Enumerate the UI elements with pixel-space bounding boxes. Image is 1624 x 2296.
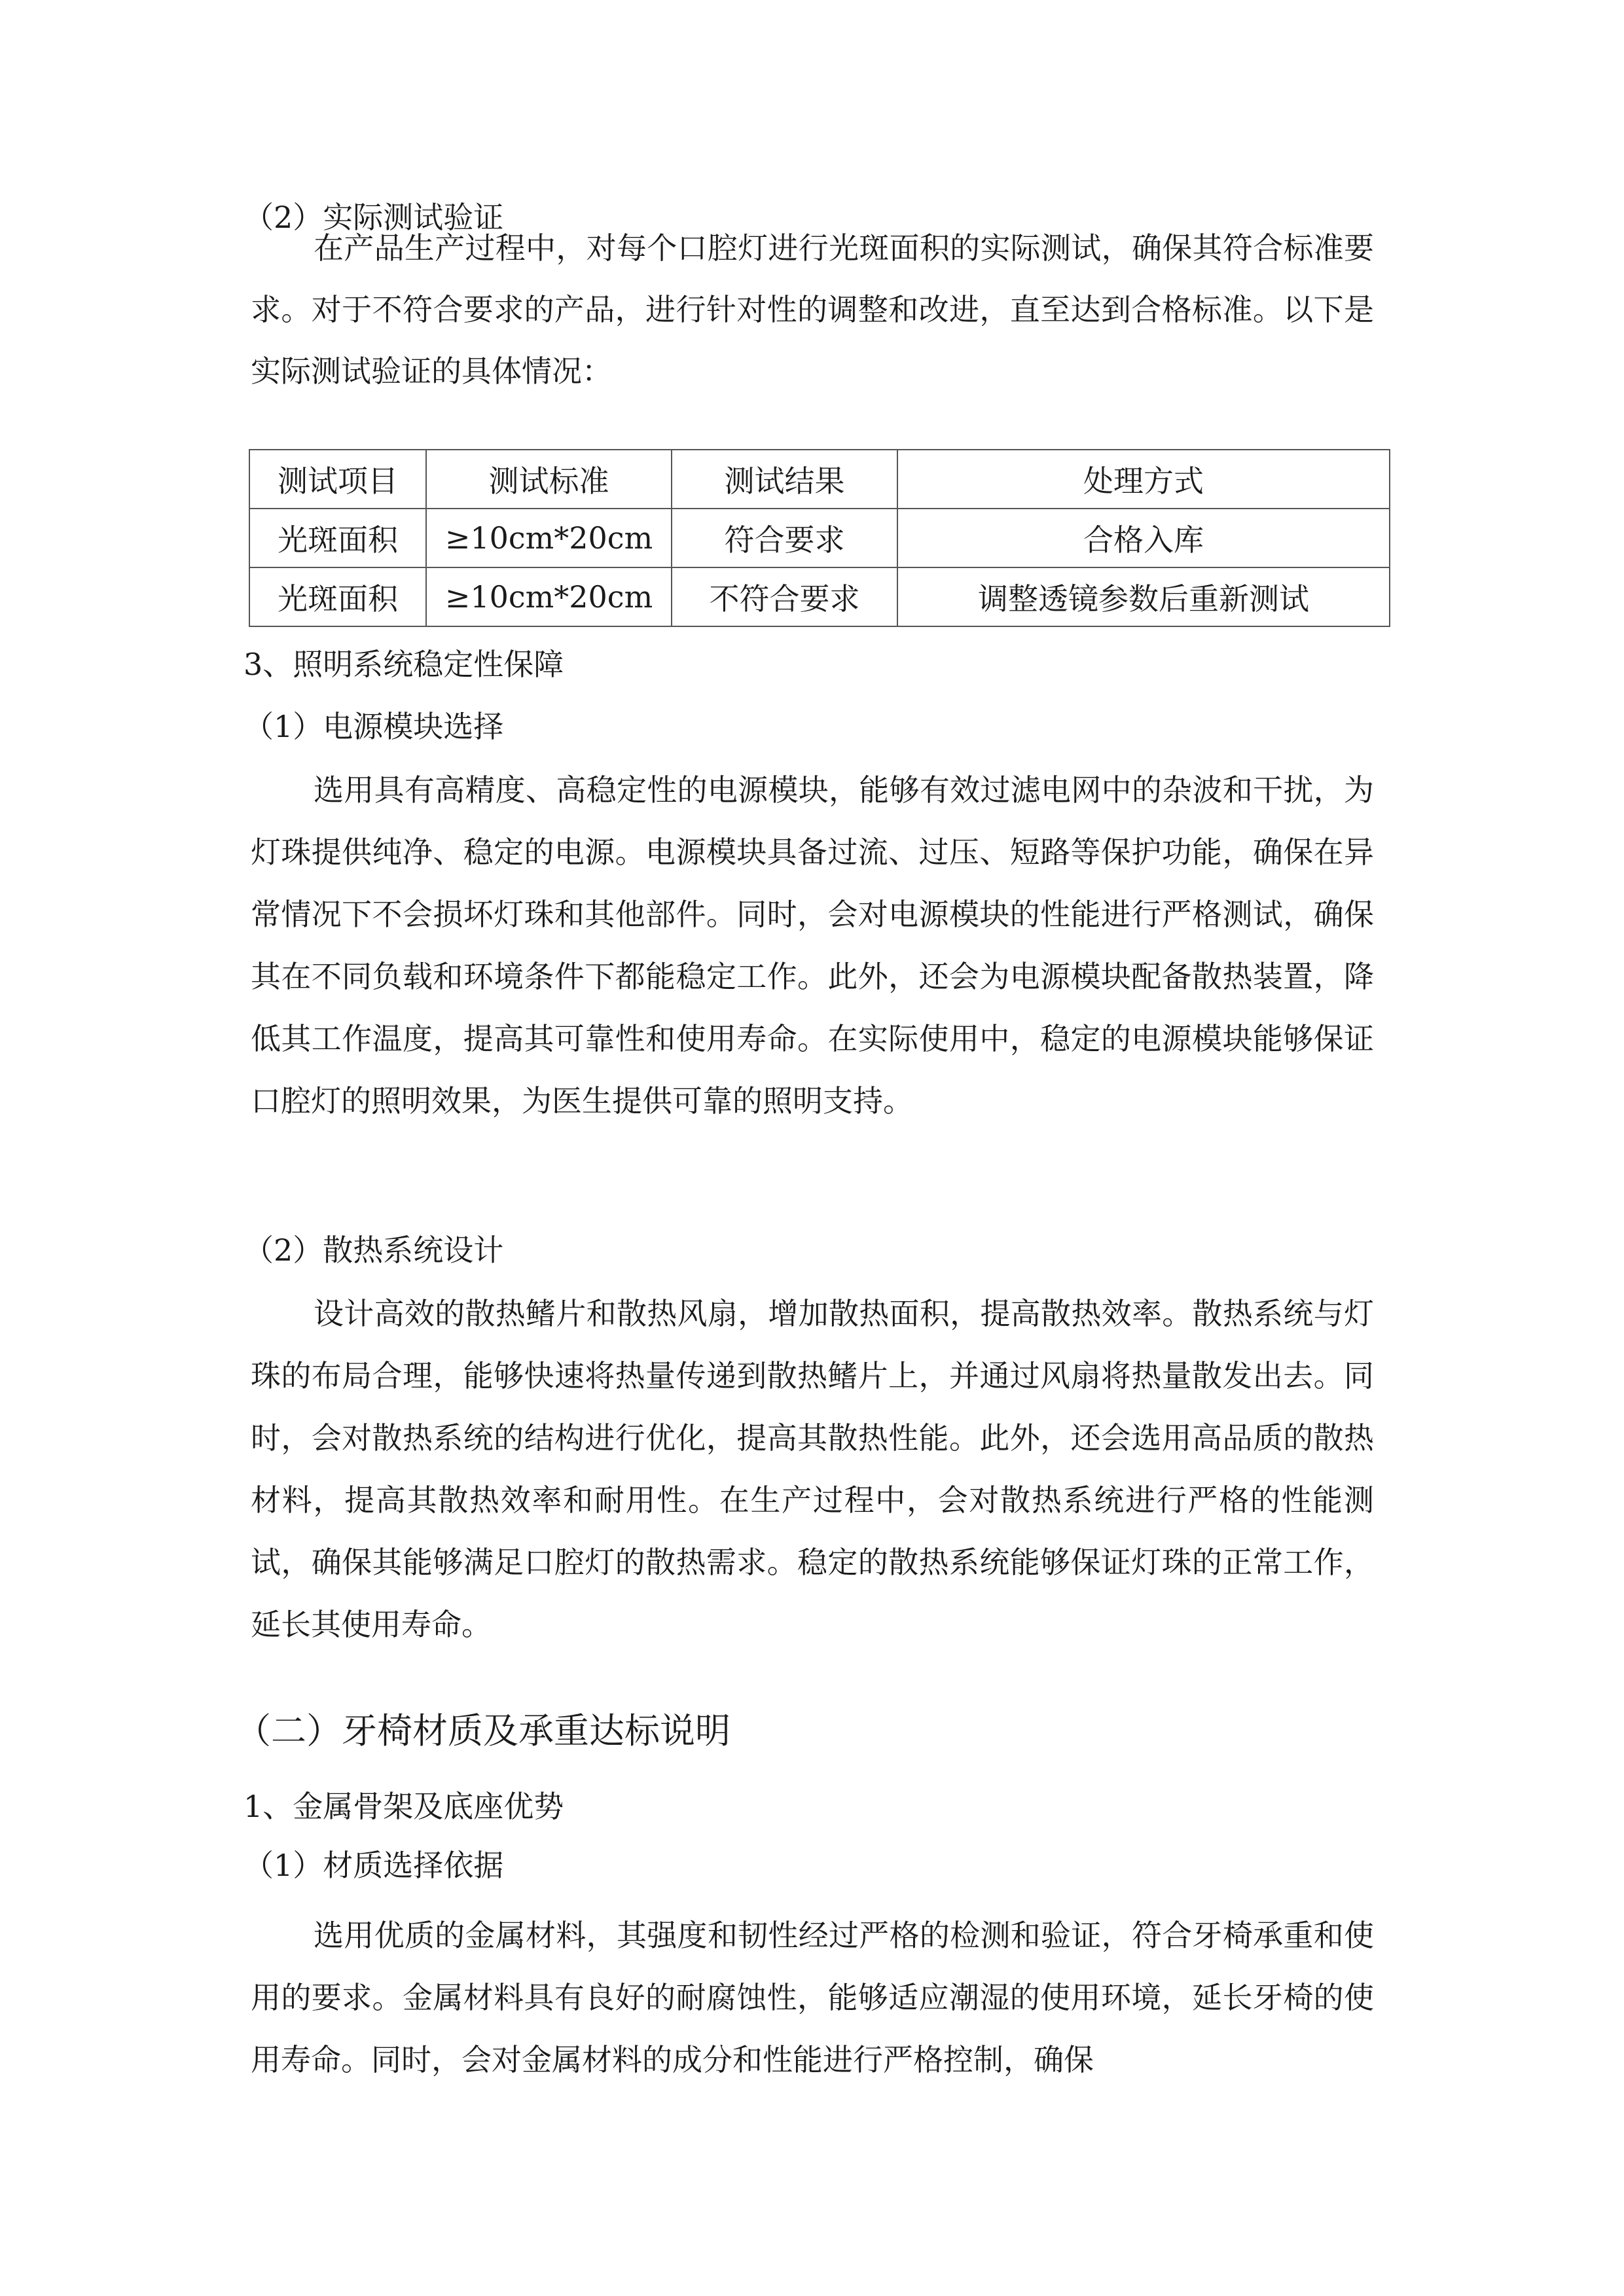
table-header-cell: 测试项目 [249, 450, 426, 509]
subheading-power-module: （1）电源模块选择 [244, 709, 504, 744]
table-header-cell: 测试标准 [426, 450, 672, 509]
table-cell: 合格入库 [897, 509, 1390, 567]
heading-lighting-stability: 3、照明系统稳定性保障 [244, 647, 564, 682]
paragraph-heat-dissipation: 设计高效的散热鳍片和散热风扇，增加散热面积，提高散热效率。散热系统与灯珠的布局合理，能够快速将热量传递到散热鳍片上，并通过风扇将热量散发出去。同时，会对散热系统的结构进行优化，提高其散热性能。此外，还会选用高品质的散热材料，提高其散热效率和耐用性。在生产过程中，会对散热系统进行严格的性能测试，确保其能够满足口腔灯的散热需求。稳定的散热系统能够保证灯珠的正常工作，延长其使用寿命。 [251, 1296, 1374, 1642]
test-results-table [249, 449, 1390, 627]
subheading-actual-test: （2）实际测试验证 [244, 200, 504, 235]
table-row [249, 509, 1390, 567]
table-cell: 光斑面积 [249, 567, 426, 626]
paragraph-material-selection: 选用优质的金属材料，其强度和韧性经过严格的检测和验证，符合牙椅承重和使用的要求。金属材料具有良好的耐腐蚀性，能够适应潮湿的使用环境，延长牙椅的使用寿命。同时，会对金属材料的成分和性能进行严格控制，确保 [251, 1918, 1374, 2077]
table-cell: 光斑面积 [249, 509, 426, 567]
table-cell: 符合要求 [672, 509, 897, 567]
paragraph-actual-test: 在产品生产过程中，对每个口腔灯进行光斑面积的实际测试，确保其符合标准要求。对于不符合要求的产品，进行针对性的调整和改进，直至达到合格标准。以下是实际测试验证的具体情况： [251, 230, 1374, 389]
section-heading-dental-chair: （二）牙椅材质及承重达标说明 [236, 1710, 731, 1751]
table-header-cell: 测试结果 [672, 450, 897, 509]
table-cell: 不符合要求 [672, 567, 897, 626]
table-cell: 调整透镜参数后重新测试 [897, 567, 1390, 626]
paragraph-power-module: 选用具有高精度、高稳定性的电源模块，能够有效过滤电网中的杂波和干扰，为灯珠提供纯净、稳定的电源。电源模块具备过流、过压、短路等保护功能，确保在异常情况下不会损坏灯珠和其他部件。同时，会对电源模块的性能进行严格测试，确保其在不同负载和环境条件下都能稳定工作。此外，还会为电源模块配备散热装置，降低其工作温度，提高其可靠性和使用寿命。在实际使用中，稳定的电源模块能够保证口腔灯的照明效果，为医生提供可靠的照明支持。 [251, 772, 1374, 1119]
table-header-row [249, 450, 1390, 509]
table-cell: ≥10cm*20cm [426, 567, 672, 626]
table-row [249, 567, 1390, 626]
table-header-cell: 处理方式 [897, 450, 1390, 509]
subheading-material-selection: （1）材质选择依据 [244, 1848, 504, 1883]
table-cell: ≥10cm*20cm [426, 509, 672, 567]
heading-metal-frame: 1、金属骨架及底座优势 [244, 1789, 564, 1824]
subheading-heat-dissipation: （2）散热系统设计 [244, 1232, 504, 1268]
